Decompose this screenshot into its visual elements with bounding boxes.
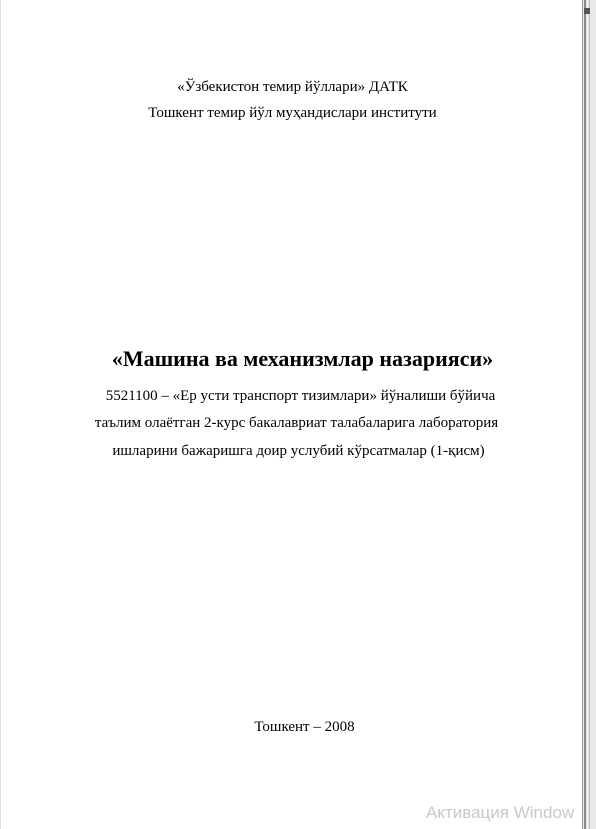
description-line: таълим олаётган 2-курс бакалавриат талабаларига лаборатория [94, 415, 499, 431]
description-line: ишларини бажаришга доир услубий кўрсатмалар (1-қисм) [112, 443, 485, 459]
scrollbar-thumb[interactable] [584, 8, 590, 14]
page-shadow [584, 0, 586, 829]
institute-name: Тошкент темир йўл муҳандислари институти [148, 105, 437, 121]
description-line: 5521100 – «Ер усти транспорт тизимлари» йўналиши бўйича [105, 388, 496, 404]
page-shadow [589, 0, 590, 829]
organization-name: «Ўзбекистон темир йўллари» ДАТК [177, 79, 408, 95]
document-title: «Машина ва механизмлар назарияси» [111, 346, 494, 371]
activation-watermark: Активация Window [426, 803, 575, 822]
place-and-year: Тошкент – 2008 [254, 719, 355, 735]
